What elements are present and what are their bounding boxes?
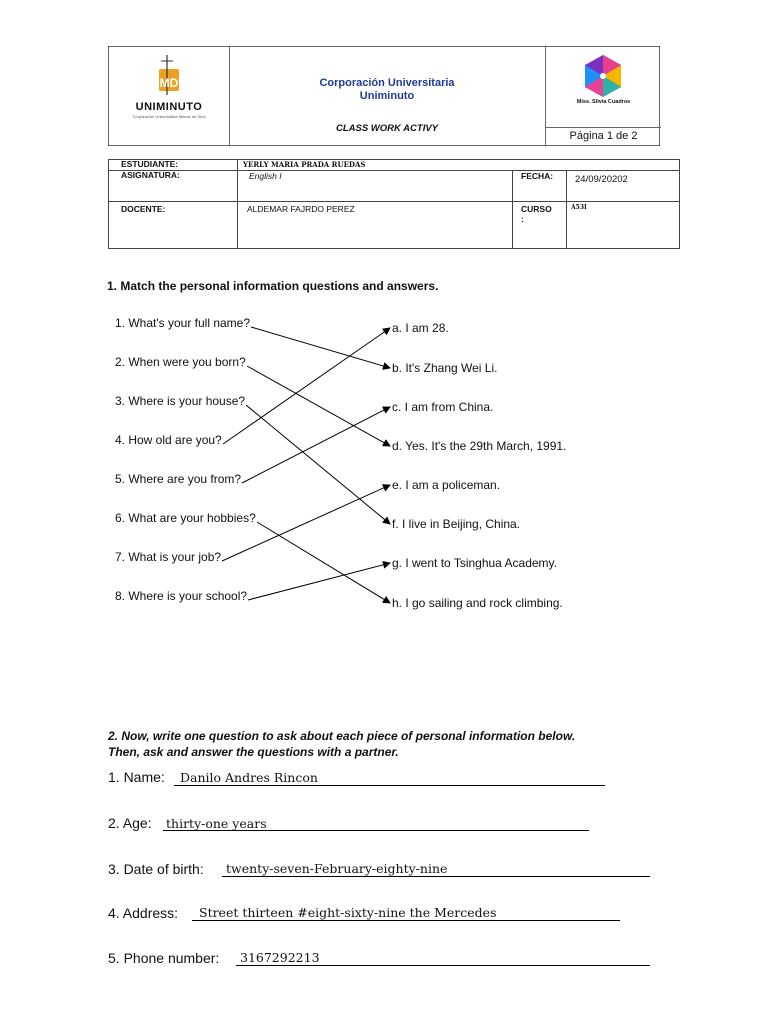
match-arrow xyxy=(223,328,390,444)
field-label-age: 2. Age: xyxy=(108,815,152,831)
field-label-address: 4. Address: xyxy=(108,905,179,921)
question-item: 8. Where is your school? xyxy=(115,589,248,603)
teacher-value: ALDEMAR FAJRDO PEREZ xyxy=(247,204,355,214)
subject-label: ASIGNATURA: xyxy=(121,170,180,180)
field-label-name: 1. Name: xyxy=(108,769,165,785)
question-item: 6. What are your hobbies? xyxy=(115,511,256,525)
answer-item: f. I live in Beijing, China. xyxy=(392,517,521,531)
field-label-date-of-birth: 3. Date of birth: xyxy=(108,861,204,877)
logo-mark-text: MD xyxy=(159,76,179,90)
date-label: FECHA: xyxy=(521,171,554,181)
field-value-age[interactable]: thirty-one years xyxy=(166,816,267,831)
field-label-phone-number: 5. Phone number: xyxy=(108,950,220,966)
answer-item: a. I am 28. xyxy=(392,321,449,335)
institution-line1: Corporación Universitaria xyxy=(319,77,455,89)
question-item: 4. How old are you? xyxy=(115,433,222,447)
institution-line2: Uniminuto xyxy=(359,90,415,102)
question-item: 1. What's your full name? xyxy=(115,316,251,330)
field-value-address[interactable]: Street thirteen #eight-sixty-nine the Mercedes xyxy=(199,905,497,920)
match-arrow xyxy=(246,405,390,524)
course-label-suffix: : xyxy=(521,214,524,224)
answer-line xyxy=(236,965,650,966)
field-value-date-of-birth[interactable]: twenty-seven-February-eighty-nine xyxy=(226,861,448,876)
field-value-phone-number[interactable]: 3167292213 xyxy=(240,950,320,965)
question-item: 2. When were you born? xyxy=(115,355,246,369)
answer-line xyxy=(174,785,605,786)
answer-item: g. I went to Tsinghua Academy. xyxy=(392,556,557,570)
exercise2-title xyxy=(108,728,668,760)
answer-item: h. I go sailing and rock climbing. xyxy=(392,596,563,610)
match-arrow xyxy=(242,407,390,483)
answer-line xyxy=(192,920,620,921)
course-value: A53I xyxy=(571,204,587,211)
exercise1-title-text: Match the personal information questions and answers. xyxy=(120,279,439,293)
logo-text: UNIMINUTO xyxy=(135,101,203,113)
question-item: 7. What is your job? xyxy=(115,550,222,564)
exercise1-number: 1. xyxy=(107,279,118,293)
exercise2-title-line1: 2. Now, write one question to ask about each piece of personal information below. xyxy=(108,729,576,743)
answer-line xyxy=(222,876,650,877)
student-value: YERLY MARIA PRADA RUEDAS xyxy=(243,160,366,169)
logo-subtext: Corporación Universitaria Minuto de Dios xyxy=(132,114,206,119)
course-label-text: CURSO xyxy=(521,204,552,214)
answer-item: c. I am from China. xyxy=(392,400,494,414)
field-value-name[interactable]: Danilo Andres Rincon xyxy=(180,770,318,785)
teacher-logo-caption: Miss. Silvia Cuadros xyxy=(576,99,631,105)
answer-item: e. I am a policeman. xyxy=(392,478,501,492)
page-indicator: Página 1 de 2 xyxy=(569,130,638,142)
student-label: ESTUDIANTE: xyxy=(121,159,179,169)
exercise2-title-line2: Then, ask and answer the questions with a partner. xyxy=(108,745,399,759)
answer-item: b. It's Zhang Wei Li. xyxy=(392,361,498,375)
match-arrow xyxy=(257,522,390,603)
question-item: 3. Where is your house? xyxy=(115,394,246,408)
teacher-label: DOCENTE: xyxy=(121,204,166,214)
match-arrow xyxy=(248,563,390,600)
match-arrow xyxy=(222,485,390,561)
question-item: 5. Where are you from? xyxy=(115,472,242,486)
subject-value: English I xyxy=(249,171,282,181)
date-value: 24/09/20202 xyxy=(575,174,628,185)
match-arrow xyxy=(251,327,390,368)
document-title: CLASS WORK ACTIVY xyxy=(335,123,439,134)
answer-item: d. Yes. It's the 29th March, 1991. xyxy=(392,439,567,453)
